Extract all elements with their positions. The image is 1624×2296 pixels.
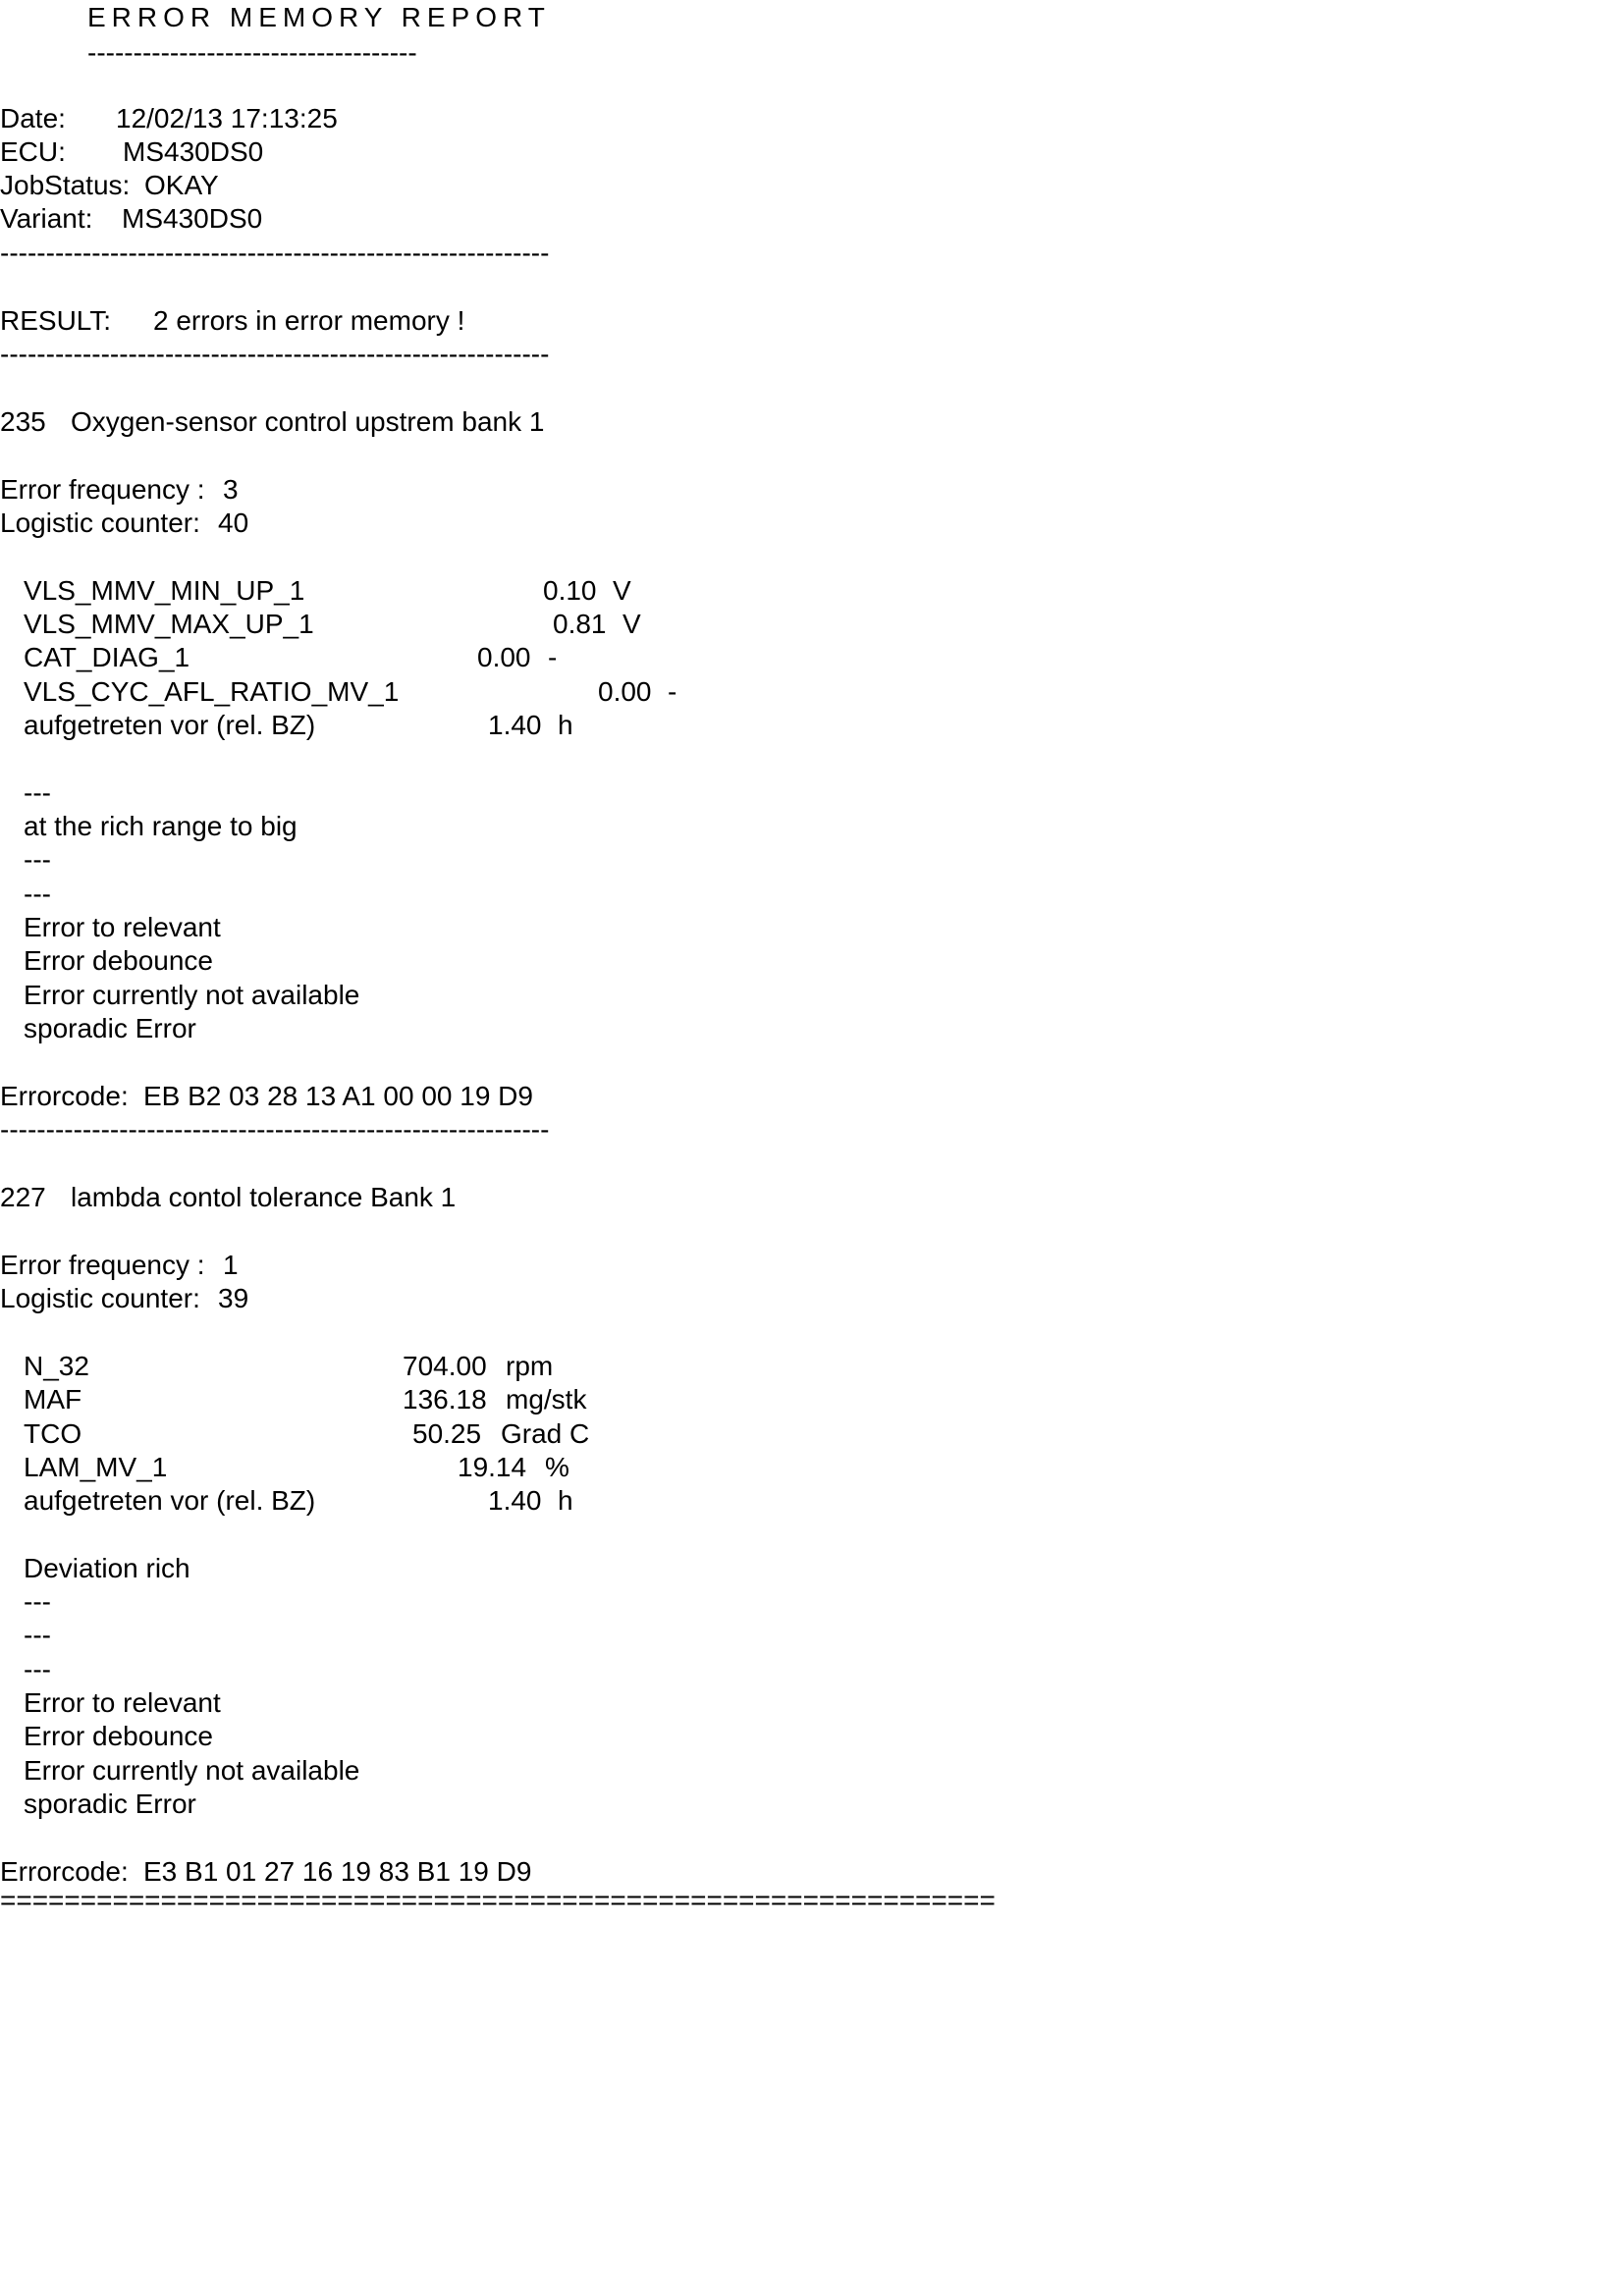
param-unit: rpm [506, 1351, 554, 1381]
date-value: 12/02/13 17:13:25 [116, 103, 338, 133]
param-name: N_32 [24, 1351, 89, 1381]
param-name: MAF [24, 1384, 82, 1415]
param-value: 0.81 [553, 609, 607, 639]
error-code: 227 [0, 1182, 46, 1212]
error-note: --- [24, 777, 51, 808]
error-note: at the rich range to big [24, 811, 298, 841]
error-note: --- [24, 844, 51, 875]
param-value: 19.14 [458, 1452, 527, 1482]
param-name: CAT_DIAG_1 [24, 642, 190, 672]
variant-value: MS430DS0 [122, 203, 263, 234]
logistic-counter-value: 40 [218, 507, 249, 538]
errorcode-label: Errorcode: [0, 1856, 129, 1887]
param-value: 0.00 [477, 642, 531, 672]
result-label: RESULT: [0, 305, 112, 336]
error-frequency-label: Error frequency : [0, 474, 205, 505]
param-unit: Grad C [501, 1418, 590, 1449]
result-value: 2 errors in error memory ! [153, 305, 465, 336]
param-name: TCO [24, 1418, 82, 1449]
param-name: VLS_MMV_MIN_UP_1 [24, 575, 305, 606]
error-description: lambda contol tolerance Bank 1 [71, 1182, 457, 1212]
param-unit: mg/stk [506, 1384, 587, 1415]
error-note: --- [24, 1654, 51, 1684]
param-unit: h [558, 710, 573, 740]
final-separator: ============================================================== [0, 1887, 996, 1914]
param-value: 1.40 [488, 710, 542, 740]
param-unit: % [545, 1452, 569, 1482]
error-note: sporadic Error [24, 1013, 196, 1043]
separator: ------------------------------------------------------------ [0, 1116, 550, 1144]
param-name: LAM_MV_1 [24, 1452, 168, 1482]
error-note: --- [24, 1586, 51, 1617]
ecu-label: ECU: [0, 136, 66, 167]
error-note: Error currently not available [24, 1755, 360, 1786]
errorcode-value: EB B2 03 28 13 A1 00 00 19 D9 [143, 1081, 533, 1111]
logistic-counter-label: Logistic counter: [0, 507, 200, 538]
param-value: 1.40 [488, 1485, 542, 1516]
variant-label: Variant: [0, 203, 93, 234]
error-note: Error to relevant [24, 1687, 221, 1718]
param-name: VLS_MMV_MAX_UP_1 [24, 609, 314, 639]
logistic-counter-label: Logistic counter: [0, 1283, 200, 1313]
separator: ------------------------------------------------------------ [0, 341, 550, 368]
param-unit: V [623, 609, 641, 639]
error-note: Error currently not available [24, 980, 360, 1010]
error-note: --- [24, 879, 51, 909]
param-value: 0.10 [543, 575, 597, 606]
error-note: Error debounce [24, 945, 214, 976]
param-value: 136.18 [403, 1384, 487, 1415]
jobstatus-label: JobStatus: [0, 170, 131, 200]
param-name: aufgetreten vor (rel. BZ) [24, 1485, 316, 1516]
error-note: Error debounce [24, 1721, 214, 1751]
error-note: Error to relevant [24, 912, 221, 942]
ecu-value: MS430DS0 [123, 136, 264, 167]
param-unit: h [558, 1485, 573, 1516]
error-note: --- [24, 1620, 51, 1650]
param-value: 50.25 [412, 1418, 482, 1449]
param-unit: V [613, 575, 631, 606]
param-value: 0.00 [598, 676, 652, 707]
error-frequency-value: 1 [223, 1250, 239, 1280]
errorcode-value: E3 B1 01 27 16 19 83 B1 19 D9 [143, 1856, 532, 1887]
param-unit: - [668, 676, 677, 707]
param-name: VLS_CYC_AFL_RATIO_MV_1 [24, 676, 400, 707]
error-frequency-label: Error frequency : [0, 1250, 205, 1280]
error-code: 235 [0, 406, 46, 437]
separator: ------------------------------------------------------------ [0, 240, 550, 267]
date-label: Date: [0, 103, 66, 133]
error-frequency-value: 3 [223, 474, 239, 505]
param-value: 704.00 [403, 1351, 487, 1381]
error-note: Deviation rich [24, 1553, 190, 1583]
title-underline: ------------------------------------ [87, 39, 417, 67]
report-title: ERROR MEMORY REPORT [87, 2, 551, 32]
error-description: Oxygen-sensor control upstrem bank 1 [71, 406, 545, 437]
errorcode-label: Errorcode: [0, 1081, 129, 1111]
param-name: aufgetreten vor (rel. BZ) [24, 710, 316, 740]
jobstatus-value: OKAY [144, 170, 219, 200]
error-note: sporadic Error [24, 1789, 196, 1819]
logistic-counter-value: 39 [218, 1283, 249, 1313]
param-unit: - [548, 642, 558, 672]
